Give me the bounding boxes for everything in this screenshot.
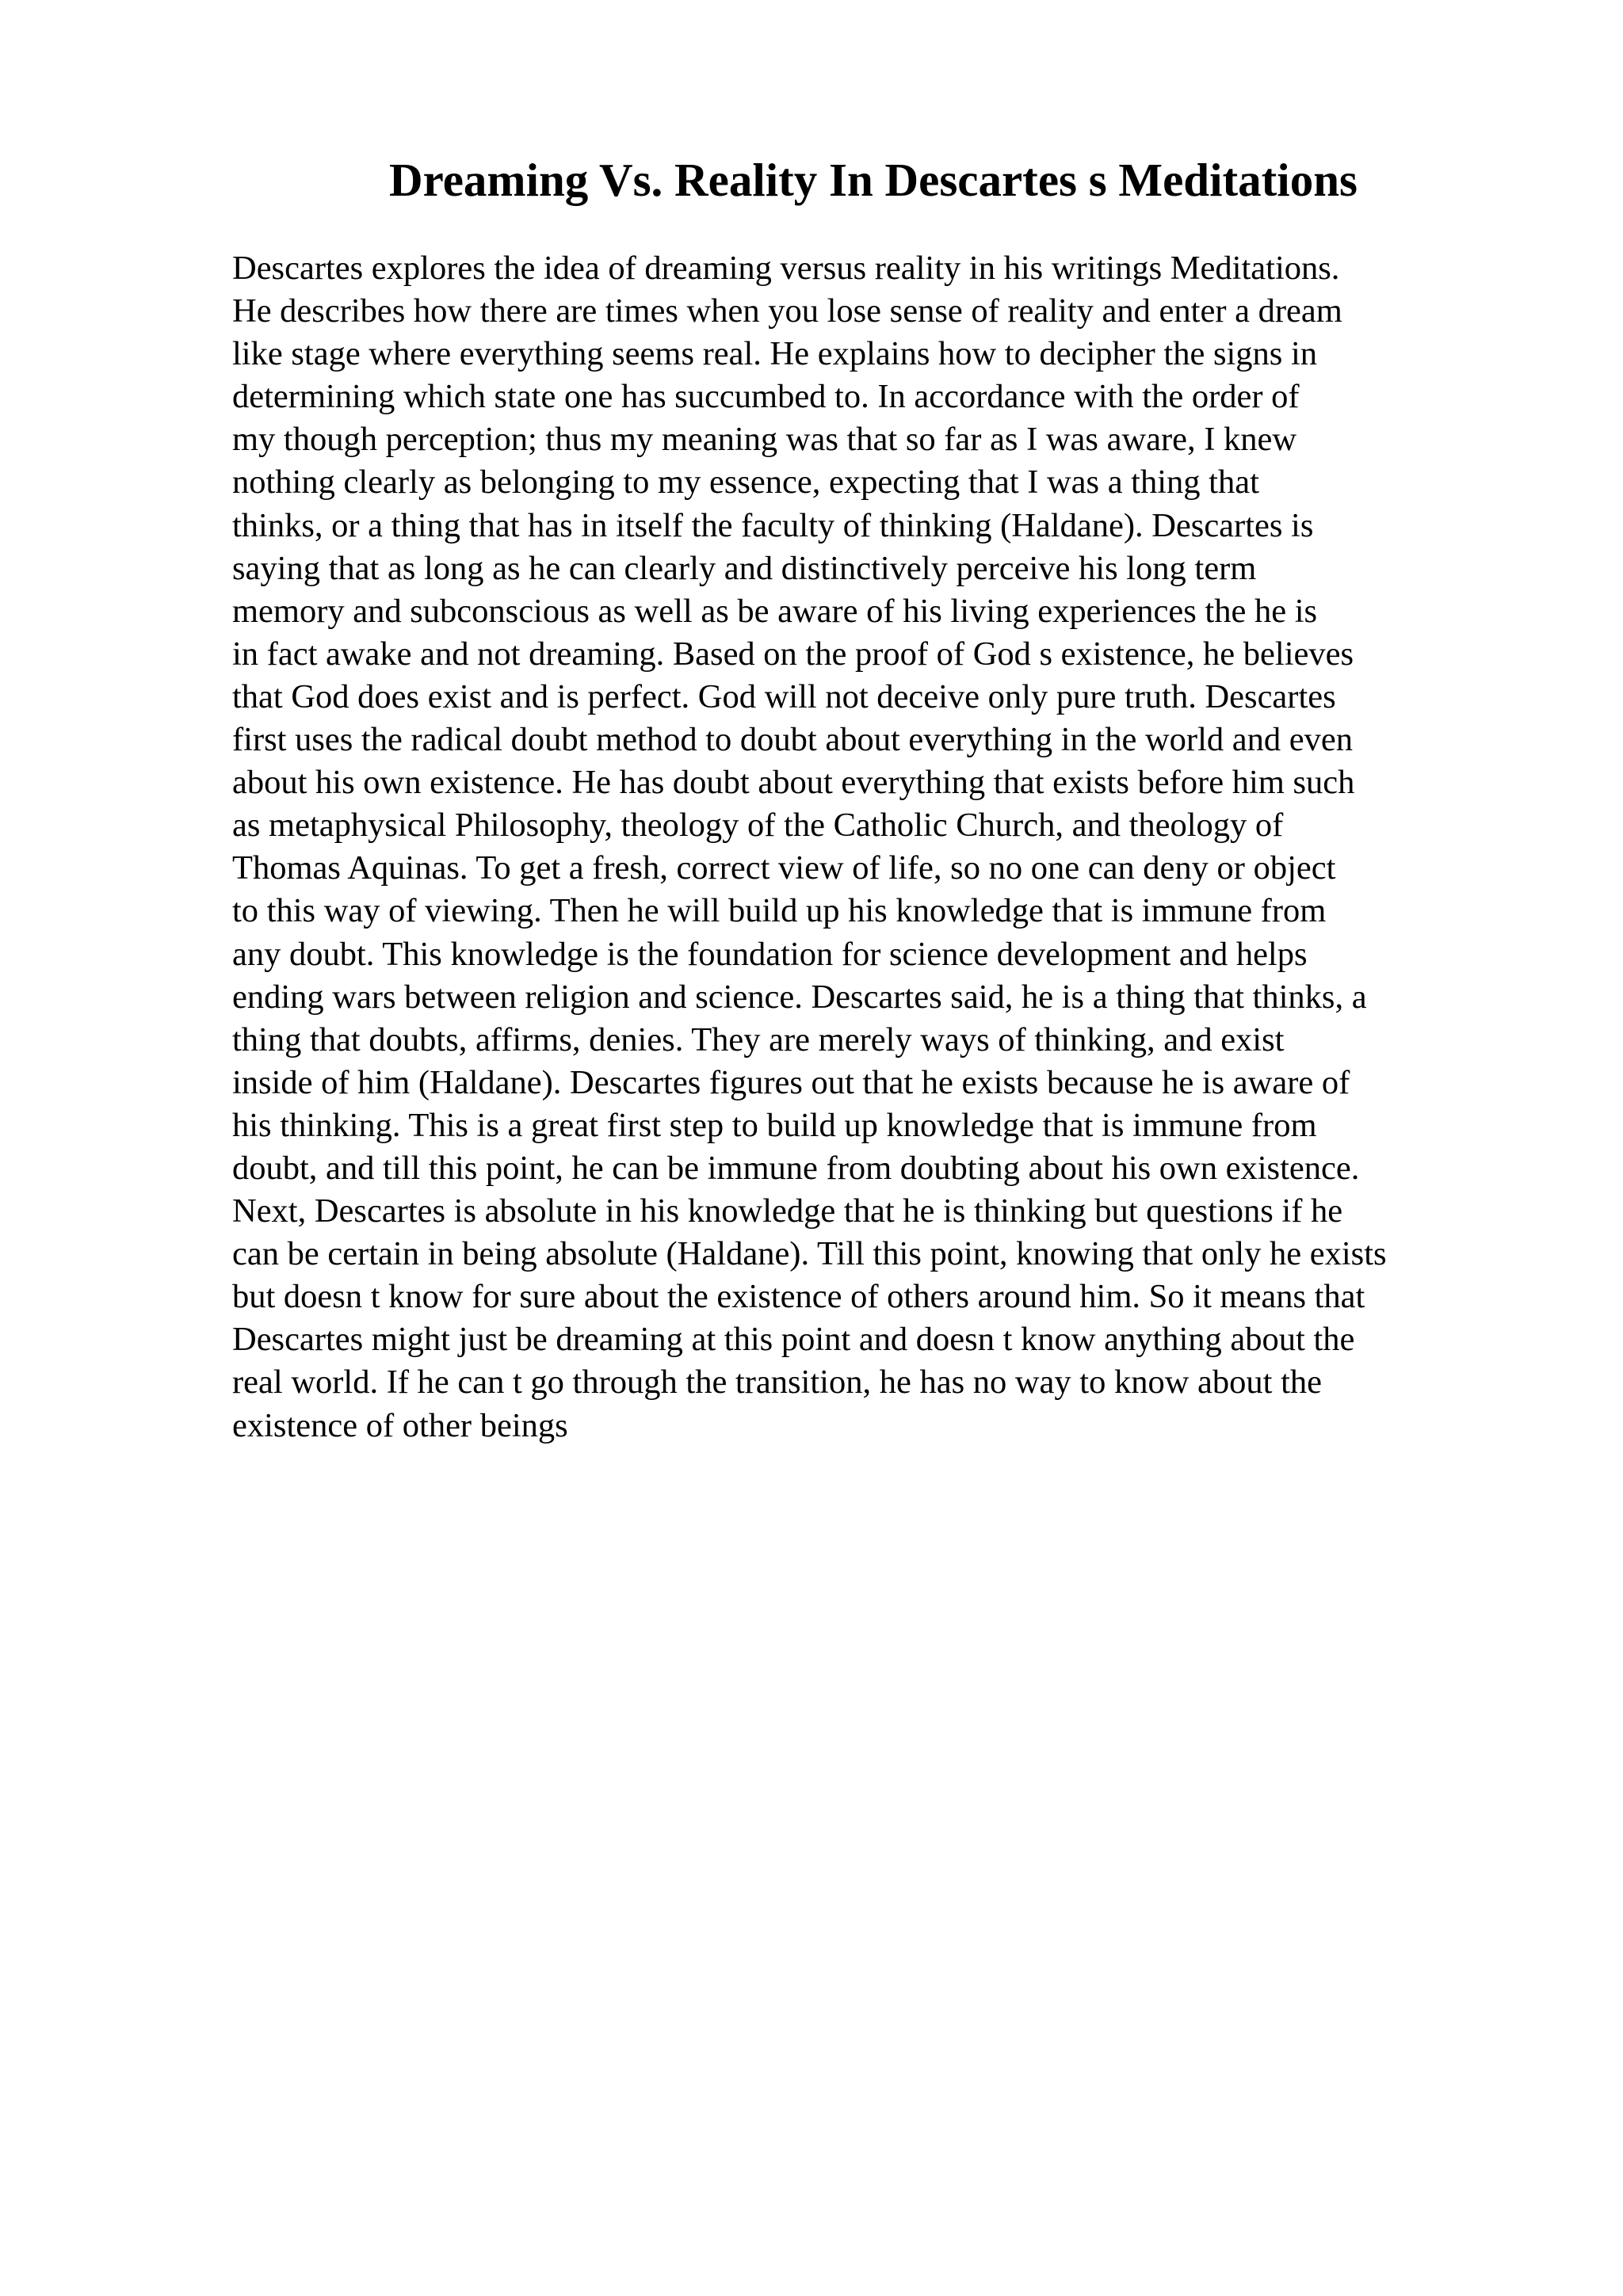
body-line: inside of him (Haldane). Descartes figures out that he exists because he is aware of <box>232 1063 1350 1101</box>
body-line: to this way of viewing. Then he will build up his knowledge that is immune from <box>232 892 1327 930</box>
body-line: thing that doubts, affirms, denies. They are merely ways of thinking, and exist <box>232 1020 1285 1058</box>
document-title: Dreaming Vs. Reality In Descartes s Meditations <box>389 154 1358 206</box>
body-line: can be certain in being absolute (Haldane). Till this point, knowing that only he exists <box>232 1235 1387 1273</box>
body-line: doubt, and till this point, he can be immune from doubting about his own existence. <box>232 1149 1360 1187</box>
body-line: He describes how there are times when you lose sense of reality and enter a dream <box>232 292 1342 330</box>
body-line: nothing clearly as belonging to my essence, expecting that I was a thing that <box>232 463 1259 502</box>
body-line: my though perception; thus my meaning was that so far as I was aware, I knew <box>232 421 1297 459</box>
body-line: real world. If he can t go through the transition, he has no way to know about the <box>232 1363 1323 1402</box>
body-line: saying that as long as he can clearly and distinctively perceive his long term <box>232 549 1257 587</box>
body-line: Thomas Aquinas. To get a fresh, correct view of life, so no one can deny or object <box>232 849 1336 887</box>
body-line: existence of other beings <box>232 1406 568 1444</box>
body-line: in fact awake and not dreaming. Based on the proof of God s existence, he believes <box>232 635 1354 673</box>
body-line: first uses the radical doubt method to doubt about everything in the world and even <box>232 721 1353 759</box>
body-line: Next, Descartes is absolute in his knowledge that he is thinking but questions if he <box>232 1192 1343 1230</box>
body-line: thinks, or a thing that has in itself the faculty of thinking (Haldane). Descartes is <box>232 506 1314 544</box>
body-line: memory and subconscious as well as be aware of his living experiences the he is <box>232 592 1318 630</box>
body-line: Descartes might just be dreaming at this point and doesn t know anything about the <box>232 1321 1355 1359</box>
body-line: as metaphysical Philosophy, theology of the Catholic Church, and theology of <box>232 807 1284 845</box>
body-line: ending wars between religion and science. Descartes said, he is a thing that thinks, a <box>232 978 1367 1016</box>
body-line: that God does exist and is perfect. God will not deceive only pure truth. Descartes <box>232 677 1336 715</box>
body-line: determining which state one has succumbed to. In accordance with the order of <box>232 378 1300 416</box>
body-line: about his own existence. He has doubt about everything that exists before him such <box>232 764 1355 802</box>
body-line: any doubt. This knowledge is the foundation for science development and helps <box>232 935 1308 973</box>
body-line: Descartes explores the idea of dreaming versus reality in his writings Meditations. <box>232 250 1340 287</box>
body-line: but doesn t know for sure about the existence of others around him. So it means that <box>232 1278 1365 1316</box>
body-line: like stage where everything seems real. He explains how to decipher the signs in <box>232 335 1318 373</box>
body-line: his thinking. This is a great first step to build up knowledge that is immune from <box>232 1106 1317 1144</box>
document-body <box>232 247 1595 1447</box>
